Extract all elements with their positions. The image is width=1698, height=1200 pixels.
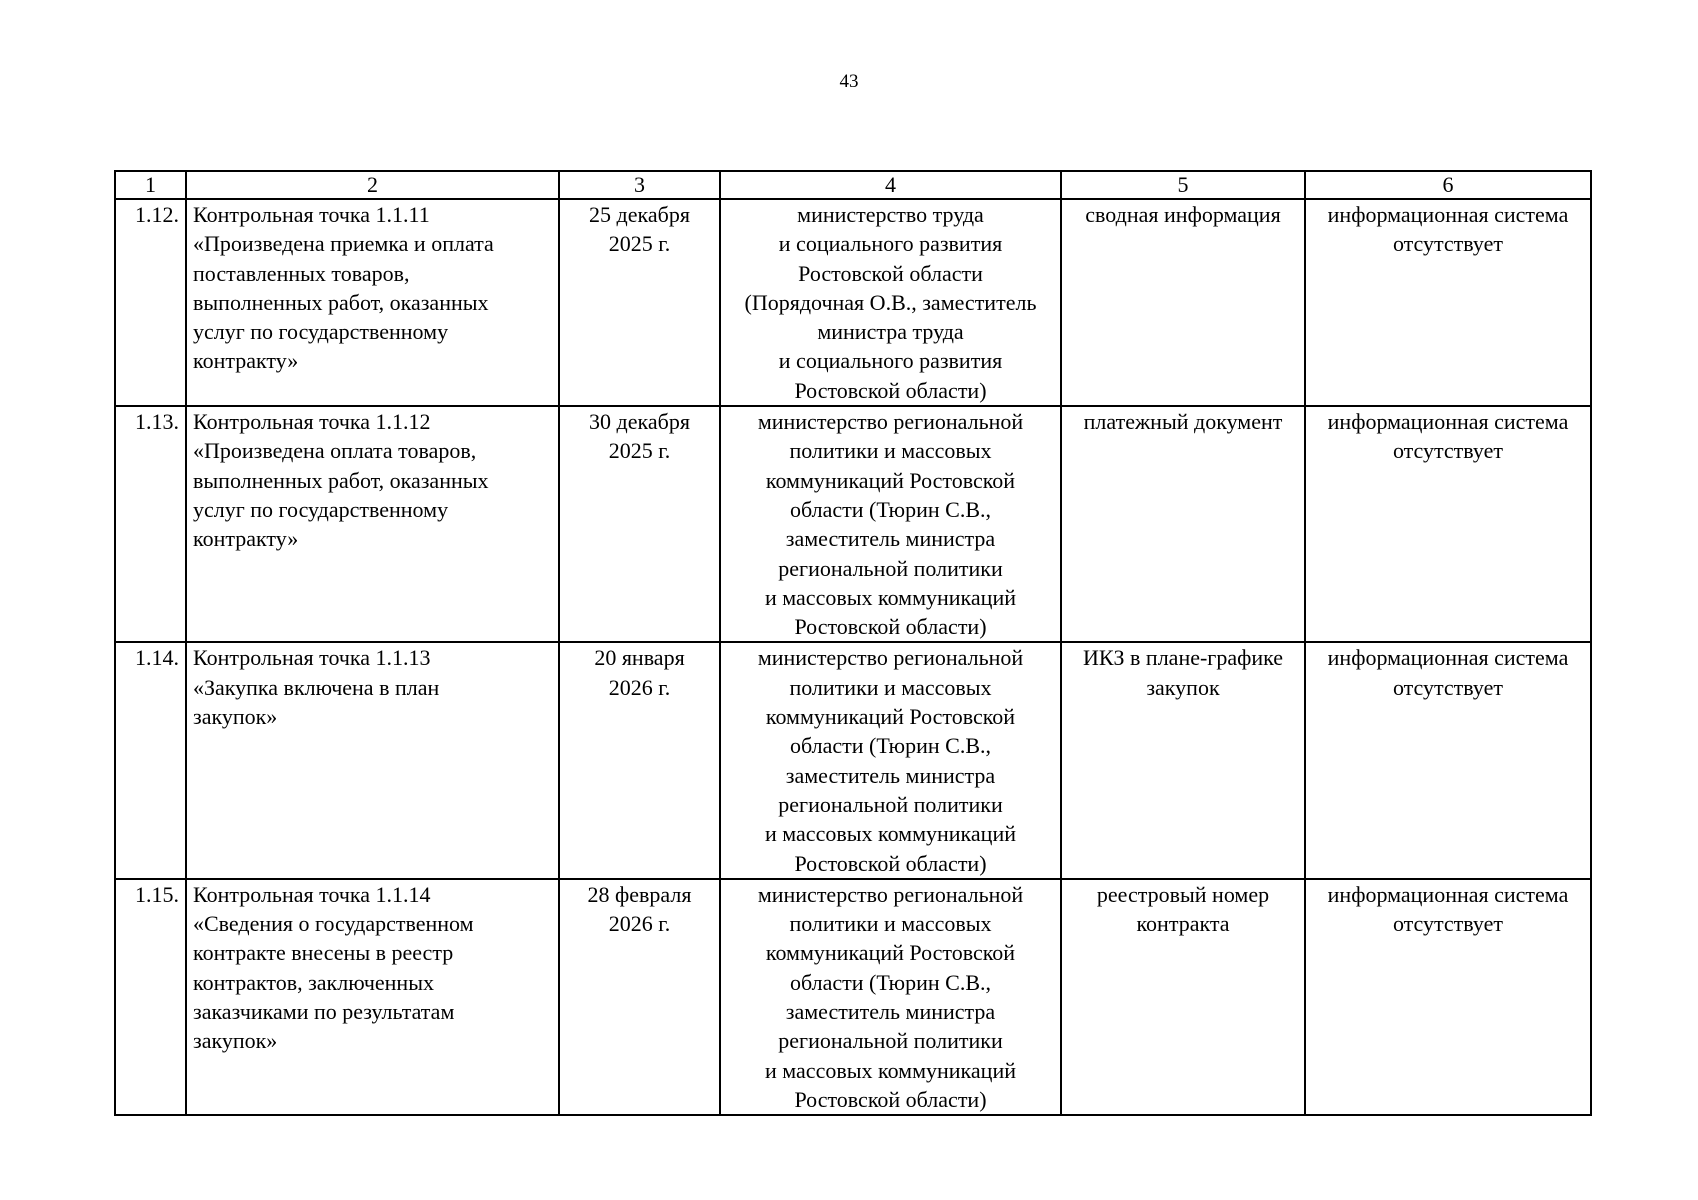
control-point-name: Контрольная точка 1.1.12 «Произведена оплата товаров, выполненных работ, оказанных услуг по государственному контракту» [186, 406, 559, 642]
information-system: информационная система отсутствует [1305, 879, 1591, 1115]
row-number: 1.15. [115, 879, 186, 1115]
table-row [115, 642, 1591, 878]
control-point-name: Контрольная точка 1.1.13 «Закупка включена в план закупок» [186, 642, 559, 878]
table-row [115, 406, 1591, 642]
row-number: 1.13. [115, 406, 186, 642]
column-header-3: 3 [559, 171, 720, 199]
responsible-executor: министерство региональной политики и массовых коммуникаций Ростовской области (Тюрин С.В., заместитель министра региональной политики и массовых коммуникаций Ростовской области) [720, 642, 1061, 878]
information-system: информационная система отсутствует [1305, 642, 1591, 878]
confirming-document: реестровый номер контракта [1061, 879, 1305, 1115]
column-header-6: 6 [1305, 171, 1591, 199]
column-header-2: 2 [186, 171, 559, 199]
confirming-document: платежный документ [1061, 406, 1305, 642]
control-points-table [114, 170, 1592, 1116]
control-point-name: Контрольная точка 1.1.11 «Произведена приемка и оплата поставленных товаров, выполненных работ, оказанных услуг по государственному контракту» [186, 199, 559, 406]
deadline-date: 25 декабря 2025 г. [559, 199, 720, 406]
responsible-executor: министерство региональной политики и массовых коммуникаций Ростовской области (Тюрин С.В., заместитель министра региональной политики и массовых коммуникаций Ростовской области) [720, 406, 1061, 642]
table-row [115, 199, 1591, 406]
column-header-4: 4 [720, 171, 1061, 199]
page-number: 43 [839, 71, 859, 92]
control-point-name: Контрольная точка 1.1.14 «Сведения о государственном контракте внесены в реестр контрактов, заключенных заказчиками по результатам закупок» [186, 879, 559, 1115]
deadline-date: 20 января 2026 г. [559, 642, 720, 878]
column-header-5: 5 [1061, 171, 1305, 199]
information-system: информационная система отсутствует [1305, 199, 1591, 406]
deadline-date: 28 февраля 2026 г. [559, 879, 720, 1115]
deadline-date: 30 декабря 2025 г. [559, 406, 720, 642]
responsible-executor: министерство региональной политики и массовых коммуникаций Ростовской области (Тюрин С.В., заместитель министра региональной политики и массовых коммуникаций Ростовской области) [720, 879, 1061, 1115]
row-number: 1.12. [115, 199, 186, 406]
row-number: 1.14. [115, 642, 186, 878]
column-header-1: 1 [115, 171, 186, 199]
responsible-executor: министерство труда и социального развития Ростовской области (Порядочная О.В., заместитель министра труда и социального развития Ростовской области) [720, 199, 1061, 406]
confirming-document: сводная информация [1061, 199, 1305, 406]
table-row [115, 879, 1591, 1115]
table-header-row [115, 171, 1591, 199]
information-system: информационная система отсутствует [1305, 406, 1591, 642]
confirming-document: ИКЗ в плане-графике закупок [1061, 642, 1305, 878]
